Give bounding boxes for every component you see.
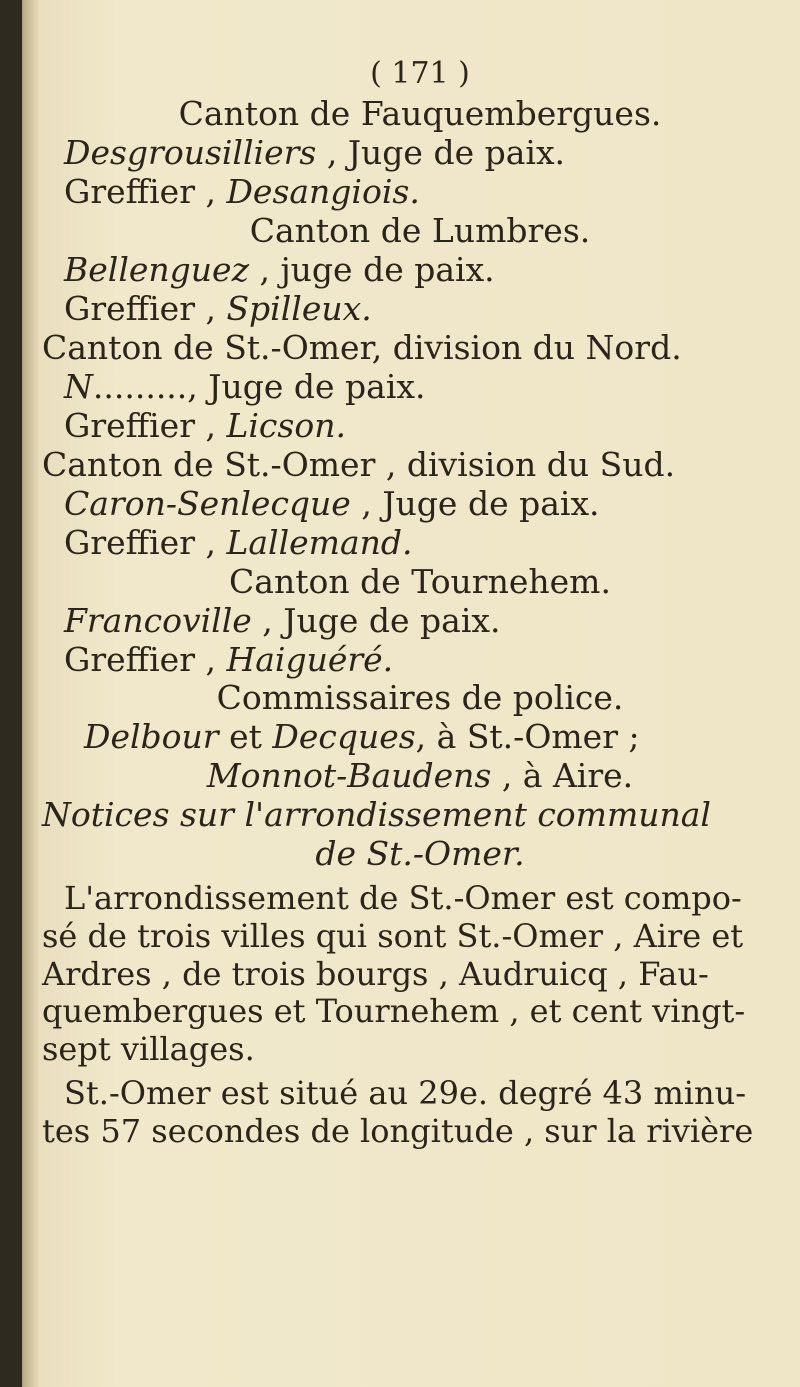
clerk-line: [60, 407, 780, 446]
paragraph-line: sé de trois villes qui sont St.-Omer , Aire et: [42, 916, 744, 955]
judge-line: [60, 368, 780, 407]
canton-heading-st-omer-nord: Canton de St.-Omer, division du Nord.: [42, 328, 682, 368]
police-heading: Commissaires de police.: [216, 678, 624, 718]
clerk-label: Greffier ,: [64, 405, 216, 445]
clerk-line: [60, 524, 780, 563]
paragraph-line: sept villages.: [42, 1030, 255, 1069]
canton-heading-lumbres: Canton de Lumbres.: [249, 211, 591, 251]
clerk-line: [60, 173, 780, 212]
judge-line: [60, 485, 780, 524]
judge-name: Desgrousilliers: [64, 133, 317, 173]
judge-name: Bellenguez: [64, 250, 249, 290]
canton-heading-st-omer-sud: Canton de St.-Omer , division du Sud.: [42, 444, 676, 484]
canton-heading-tournehem: Canton de Tournehem.: [229, 561, 611, 601]
conjunction: et: [229, 717, 262, 757]
canton-heading-fauquembergues: Canton de Fauquembergues.: [178, 94, 662, 134]
clerk-label: Greffier ,: [64, 639, 216, 679]
paragraph-line: St.-Omer est situé au 29e. degré 43 minu-: [64, 1073, 747, 1112]
clerk-name: Licson.: [226, 405, 346, 445]
page-number: ( 171 ): [370, 56, 470, 91]
judge-name: Francoville: [64, 600, 252, 640]
paragraph-line: quembergues et Tournehem , et cent vingt-: [42, 992, 746, 1031]
page-text: [42, 56, 780, 1150]
judge-role: , Juge de paix.: [361, 483, 600, 523]
judge-role: ........., Juge de paix.: [92, 366, 426, 406]
judge-line: [60, 251, 780, 290]
notices-title-line-1: Notices sur l'arrondissement communal: [42, 795, 711, 835]
police-line-2: [60, 757, 780, 796]
paragraph-location: [42, 1073, 780, 1151]
police-location: , à St.-Omer ;: [415, 717, 640, 757]
paragraph-line: L'arrondissement de St.-Omer est compo-: [64, 879, 742, 918]
judge-line: [60, 134, 780, 173]
clerk-name: Spilleux.: [226, 289, 372, 329]
paragraph-line: tes 57 secondes de longitude , sur la rivière: [42, 1111, 754, 1150]
clerk-name: Desangiois.: [226, 172, 420, 212]
clerk-name: Haiguéré.: [226, 639, 394, 679]
clerk-name: Lallemand.: [226, 522, 413, 562]
judge-role: , Juge de paix.: [262, 600, 501, 640]
police-location: , à Aire.: [501, 756, 634, 796]
judge-role: , Juge de paix.: [326, 133, 566, 173]
judge-name: Caron-Senlecque: [64, 483, 351, 523]
clerk-label: Greffier ,: [64, 522, 216, 562]
police-name: Decques: [272, 717, 416, 757]
paragraph-arrondissement: [42, 879, 780, 1069]
clerk-label: Greffier ,: [64, 172, 216, 212]
police-line-1: [60, 718, 780, 757]
judge-role: , juge de paix.: [259, 250, 495, 290]
judge-name: N: [64, 366, 93, 406]
judge-line: [60, 602, 780, 641]
clerk-line: [60, 641, 780, 680]
notices-title-line-2: de St.-Omer.: [315, 834, 525, 874]
clerk-line: [60, 290, 780, 329]
police-name: Delbour: [84, 717, 219, 757]
police-name: Monnot-Baudens: [206, 756, 492, 796]
paragraph-line: Ardres , de trois bourgs , Audruicq , Fau-: [42, 954, 709, 993]
book-spine: [0, 0, 22, 1387]
clerk-label: Greffier ,: [64, 289, 216, 329]
